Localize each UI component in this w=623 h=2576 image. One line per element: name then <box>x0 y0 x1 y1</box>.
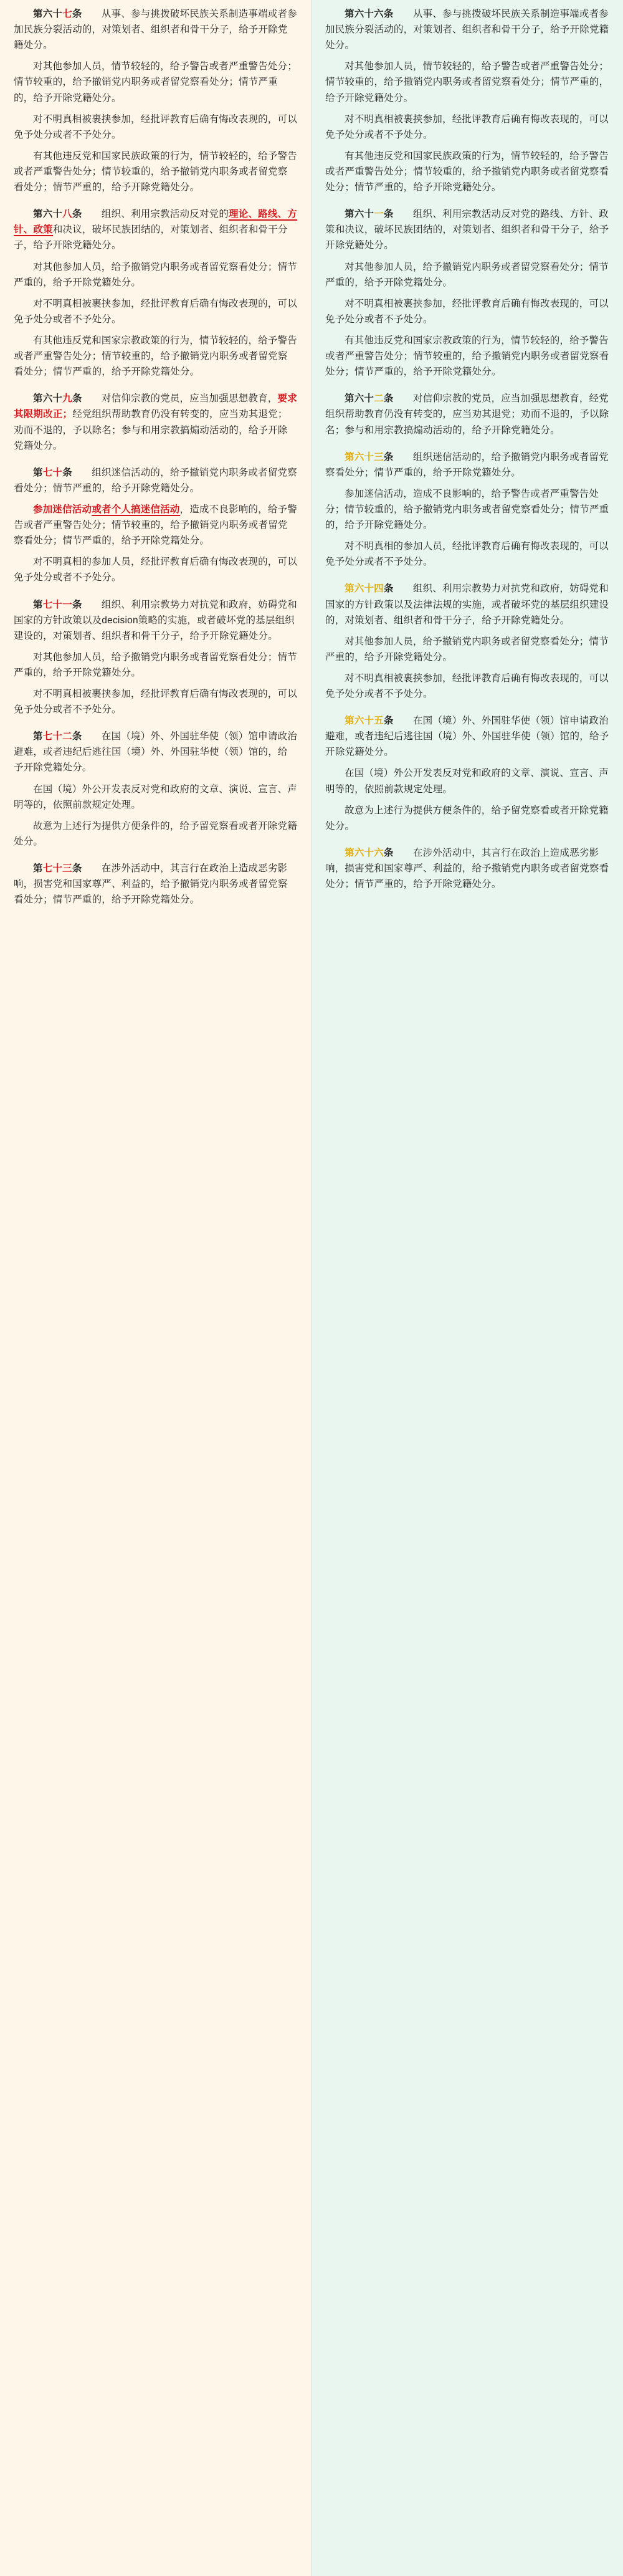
article-number-part: 七十三 <box>42 863 72 874</box>
article-block <box>14 861 297 907</box>
article-number-part: 第六十 <box>33 393 63 405</box>
text-run: 对不明真相的参加人员，经批评教育后确有悔改表现的，可以免予处分或者不予处分。 <box>14 557 297 583</box>
text-run: 对不明真相的参加人员，经批评教育后确有悔改表现的，可以免予处分或者不予处分。 <box>325 541 609 568</box>
article-number-part: 二 <box>374 393 384 405</box>
highlighted-text-run: 或者个人搞迷信活动 <box>92 504 180 515</box>
text-run: 对不明真相被裹挟参加，经批评教育后确有悔改表现的，可以免予处分或者不予处分。 <box>325 298 609 325</box>
article-first-paragraph <box>325 449 609 481</box>
text-run: 参加迷信活动，造成不良影响的，给予警告或者严重警告处分；情节较重的，给予撤销党内职务或者留党察看处分；情节严重的，给予开除党籍处分。 <box>325 488 609 531</box>
article-number-label <box>345 9 394 19</box>
article-block <box>325 391 609 438</box>
article-number-part: 第六十 <box>345 716 374 727</box>
article-first-paragraph <box>14 465 297 496</box>
article-block <box>14 206 297 380</box>
article-number-part: 第六十 <box>345 393 374 405</box>
article-number-label <box>345 848 394 858</box>
article-number-part: 三 <box>374 451 384 462</box>
article-number-part: 条 <box>383 209 394 220</box>
article-number-part: 第六十 <box>345 583 374 595</box>
article-number-part: 五 <box>374 716 384 727</box>
article-number-part: 四 <box>374 583 384 595</box>
text-run: 在国（境）外公开发表反对党和政府的文章、演说、宣言、声明等的，依照前款规定处理。 <box>325 768 609 795</box>
article-paragraph <box>325 296 609 327</box>
article-number-label <box>345 209 394 219</box>
article-number-part: 条 <box>383 393 394 405</box>
highlighted-text-run: 要求其限期改正； <box>14 393 297 420</box>
text-run: 有其他违反党和国家宗教政策的行为，情节较轻的，给予警告或者严重警告处分；情节较重的，给予撤销党内职务或者留党察看处分；情节严重的，给予开除党籍处分。 <box>14 335 297 378</box>
article-first-paragraph <box>14 391 297 453</box>
article-number-part: 第 <box>33 731 43 742</box>
article-paragraph <box>14 818 297 850</box>
article-paragraph <box>14 296 297 327</box>
text-run: 经党组织帮助教育仍没有转变的，应当劝其退党；劝而不退的，予以除名；参与和用宗教搞煽动活动的，给予开除党籍处分。 <box>14 409 288 451</box>
article-number-part: 第六十 <box>33 9 63 19</box>
text-run: ，造成不良影响的，给予警告或者严重警告处分；情节较重的，给予撤销党内职务或者留党察看处分；情节严重的，给予开除党籍处分。 <box>14 504 297 547</box>
article-number-part: 九 <box>62 393 72 405</box>
article-number-part: 八 <box>62 209 72 220</box>
article-paragraph <box>325 148 609 195</box>
article-number-part: 条 <box>72 393 82 405</box>
text-run: 在国（境）外、外国驻华使（领）馆申请政治避难，或者违纪后逃往国（境）外、外国驻华使（领）馆的，给予开除党籍处分。 <box>325 716 609 758</box>
article-paragraph <box>325 112 609 143</box>
article-number-part: 七十 <box>42 467 63 478</box>
article-number-label <box>33 9 82 19</box>
text-run: 对其他参加人员，给予撤销党内职务或者留党察看处分；情节严重的，给予开除党籍处分。 <box>14 651 297 678</box>
text-run: 对其他参加人员，给予撤销党内职务或者留党察看处分；情节严重的，给予开除党籍处分。 <box>325 636 609 663</box>
article-number-part: 第六十 <box>345 451 374 462</box>
text-run: 对其他参加人员，给予撤销党内职务或者留党察看处分；情节严重的，给予开除党籍处分。 <box>325 261 609 288</box>
article-number-part: 第 <box>33 863 43 874</box>
article-block <box>14 465 297 586</box>
article-block <box>14 391 297 453</box>
article-paragraph <box>325 765 609 797</box>
article-paragraph <box>14 112 297 143</box>
article-block <box>325 713 609 834</box>
article-block <box>14 597 297 718</box>
article-number-label <box>345 452 394 462</box>
article-number-label <box>33 600 82 610</box>
text-run: 从事、参与挑拨破坏民族关系制造事端或者参加民族分裂活动的，对策划者、组织者和骨干分子，给予开除党籍处分。 <box>325 9 609 51</box>
article-number-part: 第六十 <box>345 209 374 220</box>
article-number-part: 七 <box>62 9 72 19</box>
article-number-part: 条 <box>383 847 394 858</box>
article-number-label <box>33 467 72 478</box>
text-run: 对不明真相被裹挟参加，经批评教育后确有悔改表现的，可以免予处分或者不予处分。 <box>325 113 609 140</box>
article-number-part: 条 <box>62 467 72 478</box>
text-run: 在国（境）外、外国驻华使（领）馆申请政治避难，或者违纪后逃往国（境）外、外国驻华使（领）馆的，给予开除党籍处分。 <box>14 731 297 773</box>
highlighted-text-run: 参加迷信活动 <box>33 504 92 515</box>
text-run: 故意为上述行为提供方便条件的，给予留党察看或者开除党籍处分。 <box>14 820 297 847</box>
text-run: 故意为上述行为提供方便条件的，给予留党察看或者开除党籍处分。 <box>325 805 609 831</box>
text-run: 组织、利用宗教势力对抗党和政府，妨碍党和国家的方针政策以及decision策略的实施，或者破坏党的基层组织建设的，对策划者、组织者和骨干分子，给予开除党籍处分。 <box>14 599 297 641</box>
text-run: 对不明真相被裹挟参加，经批评教育后确有悔改表现的，可以免予处分或者不予处分。 <box>14 298 297 325</box>
article-first-paragraph <box>14 6 297 53</box>
article-number-label <box>345 393 394 404</box>
text-run: 有其他违反党和国家宗教政策的行为，情节较轻的，给予警告或者严重警告处分；情节较重的，给予撤销党内职务或者留党察看处分；情节严重的，给予开除党籍处分。 <box>325 335 609 378</box>
text-run: 组织迷信活动的，给予撤销党内职务或者留党察看处分；情节严重的，给予开除党籍处分。 <box>325 451 609 478</box>
article-number-label <box>345 716 394 726</box>
article-paragraph <box>14 333 297 380</box>
article-number-part: 条 <box>383 716 394 727</box>
article-paragraph <box>14 686 297 717</box>
article-number-part: 第 <box>33 599 43 610</box>
article-number-part: 条 <box>72 863 82 874</box>
article-number-label <box>33 731 82 742</box>
text-run: 对不明真相被裹挟参加，经批评教育后确有悔改表现的，可以免予处分或者不予处分。 <box>14 113 297 140</box>
text-run: 对不明真相被裹挟参加，经批评教育后确有悔改表现的，可以免予处分或者不予处分。 <box>14 689 297 716</box>
article-number-part: 条 <box>72 209 82 220</box>
text-run: 在涉外活动中，其言行在政治上造成恶劣影响，损害党和国家尊严、利益的，给予撤销党内职务或者留党察看处分；情节严重的，给予开除党籍处分。 <box>325 847 609 890</box>
article-number-part: 条 <box>72 599 82 610</box>
text-run: 对信仰宗教的党员，应当加强思想教育， <box>82 393 278 405</box>
article-paragraph <box>325 59 609 105</box>
article-number-part: 条 <box>383 451 394 462</box>
text-run: 组织迷信活动的，给予撤销党内职务或者留党察看处分；情节严重的，给予开除党籍处分。 <box>14 467 297 494</box>
article-paragraph <box>14 649 297 681</box>
article-first-paragraph <box>325 845 609 892</box>
text-run: 有其他违反党和国家民族政策的行为，情节较轻的，给予警告或者严重警告处分；情节较重的，给予撤销党内职务或者留党察看处分；情节严重的，给予开除党籍处分。 <box>14 150 297 193</box>
article-number-label <box>33 393 82 404</box>
text-run: 在涉外活动中，其言行在政治上造成恶劣影响，损害党和国家尊严、利益的，给予撤销党内职务或者留党察看处分；情节严重的，给予开除党籍处分。 <box>14 863 288 906</box>
text-run: 有其他违反党和国家民族政策的行为，情节较轻的，给予警告或者严重警告处分；情节较重的，给予撤销党内职务或者留党察看处分；情节严重的，给予开除党籍处分。 <box>325 150 609 193</box>
article-first-paragraph <box>14 861 297 907</box>
text-run: 组织、利用宗教活动反对党的路线、方针、政策和决议，破坏民族团结的，对策划者、组织者和骨干分子，给予开除党籍处分。 <box>325 209 609 251</box>
article-number-part: 一 <box>374 209 384 220</box>
article-first-paragraph <box>325 581 609 628</box>
text-run: 对其他参加人员，情节较轻的，给予警告或者严重警告处分；情节较重的，给予撤销党内职务或者留党察看处分；情节严重的，给予开除党籍处分。 <box>14 61 297 103</box>
article-block <box>325 206 609 380</box>
text-run: 和决议，破坏民族团结的，对策划者、组织者和骨干分子，给予开除党籍处分。 <box>14 224 288 251</box>
article-paragraph <box>325 259 609 290</box>
article-block <box>325 845 609 892</box>
article-number-part: 六 <box>374 847 384 858</box>
article-paragraph <box>325 671 609 702</box>
article-block <box>14 6 297 195</box>
text-run: 对不明真相被裹挟参加，经批评教育后确有悔改表现的，可以免予处分或者不予处分。 <box>325 673 609 700</box>
article-number-part: 第六十六条 <box>345 9 394 19</box>
article-number-part: 第 <box>33 467 43 478</box>
article-paragraph <box>14 59 297 105</box>
article-block <box>14 729 297 850</box>
article-number-label <box>33 209 82 219</box>
highlighted-text-run: 理论、路线、方针、政策 <box>14 209 297 236</box>
text-run: 对信仰宗教的党员，应当加强思想教育，经党组织帮助教育仍没有转变的，应当劝其退党；劝而不退的，予以除名；参与和用宗教搞煽动活动的，给予开除党籍处分。 <box>325 393 609 436</box>
article-number-part: 七十二 <box>42 731 72 742</box>
article-paragraph <box>325 803 609 834</box>
article-paragraph <box>14 782 297 813</box>
article-block <box>325 449 609 570</box>
article-paragraph <box>325 539 609 570</box>
text-run: 组织、利用宗教活动反对党的 <box>82 209 229 220</box>
article-block <box>325 6 609 195</box>
article-number-part: 第六十 <box>33 209 63 220</box>
article-first-paragraph <box>325 391 609 438</box>
article-paragraph <box>325 634 609 665</box>
text-run: 组织、利用宗教势力对抗党和政府，妨碍党和国家的方针政策以及法律法规的实施，或者破坏党的基层组织建设的，对策划者、组织者和骨干分子，给予开除党籍处分。 <box>325 583 609 626</box>
article-paragraph <box>14 148 297 195</box>
article-block <box>325 581 609 702</box>
article-first-paragraph <box>14 729 297 775</box>
article-number-part: 第六十 <box>345 847 374 858</box>
article-first-paragraph <box>14 597 297 644</box>
article-number-part: 七十一 <box>42 599 72 610</box>
article-first-paragraph <box>325 6 609 53</box>
article-paragraph <box>14 554 297 585</box>
article-number-part: 条 <box>383 583 394 595</box>
article-paragraph <box>325 486 609 533</box>
text-run: 对其他参加人员，情节较轻的，给予警告或者严重警告处分；情节较重的，给予撤销党内职务或者留党察看处分；情节严重的，给予开除党籍处分。 <box>325 61 609 103</box>
column-right-new-version <box>312 0 623 2576</box>
article-number-label <box>345 583 394 594</box>
article-paragraph <box>325 333 609 380</box>
article-paragraph <box>14 502 297 548</box>
article-first-paragraph <box>14 206 297 253</box>
text-run: 对其他参加人员，给予撤销党内职务或者留党察看处分；情节严重的，给予开除党籍处分。 <box>14 261 297 288</box>
article-first-paragraph <box>325 713 609 760</box>
article-paragraph <box>14 259 297 290</box>
article-number-part: 条 <box>72 731 82 742</box>
article-number-label <box>33 863 82 874</box>
article-first-paragraph <box>325 206 609 253</box>
text-run: 从事、参与挑拨破坏民族关系制造事端或者参加民族分裂活动的，对策划者、组织者和骨干分子，给予开除党籍处分。 <box>14 9 297 51</box>
text-run: 在国（境）外公开发表反对党和政府的文章、演说、宣言、声明等的，依照前款规定处理。 <box>14 783 297 810</box>
article-number-part: 条 <box>72 9 82 19</box>
